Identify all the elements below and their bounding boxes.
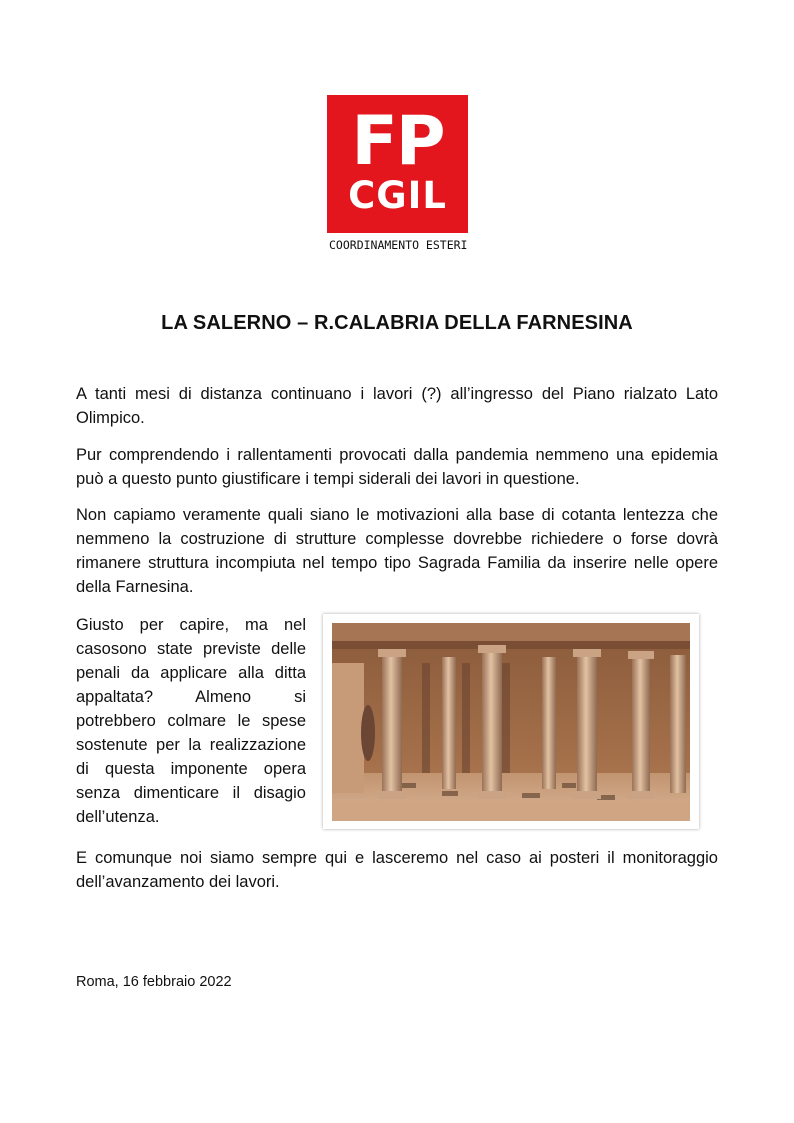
document-title: LA SALERNO – R.CALABRIA DELLA FARNESINA (161, 312, 633, 334)
logo-subtitle: COORDINAMENTO ESTERI (329, 238, 468, 252)
fp-cgil-logo (327, 95, 477, 252)
logo-cgil-text: CGIL (348, 174, 447, 217)
document-date: Roma, 16 febbraio 2022 (76, 974, 232, 990)
colonnade-image (332, 623, 690, 821)
paragraph-5: E comunque noi siamo sempre qui e lasceremo nel caso ai posteri il monitoraggio dell’avanzamento dei lavori. (76, 849, 718, 891)
paragraph-2: Pur comprendendo i rallentamenti provocati dalla pandemia nemmeno una epidemia può a questo punto giustificare i tempi siderali dei lavori in questione. (76, 446, 718, 488)
logo-red-block (327, 95, 468, 233)
colonnade-photo (323, 614, 699, 829)
paragraph-4: Giusto per capire, ma nel casosono state previste delle penali da applicare alla ditta appaltata? Almeno si potrebbero colmare le spese sostenute per la realizzazione di questa imponente opera senza dimenticare il disagio dell’utenza. (76, 616, 306, 826)
paragraph-3: Non capiamo veramente quali siano le motivazioni alla base di cotanta lentezza che nemmeno la costruzione di strutture complesse dovrebbe richiedere o forse dovrà rimanere struttura incompiuta nel tempo tipo Sagrada Familia da inserire nelle opere della Farnesina. (76, 506, 718, 596)
logo-fp-text: FP (351, 102, 444, 181)
paragraph-1: A tanti mesi di distanza continuano i lavori (?) all’ingresso del Piano rialzato Lato Olimpico. (76, 385, 718, 427)
